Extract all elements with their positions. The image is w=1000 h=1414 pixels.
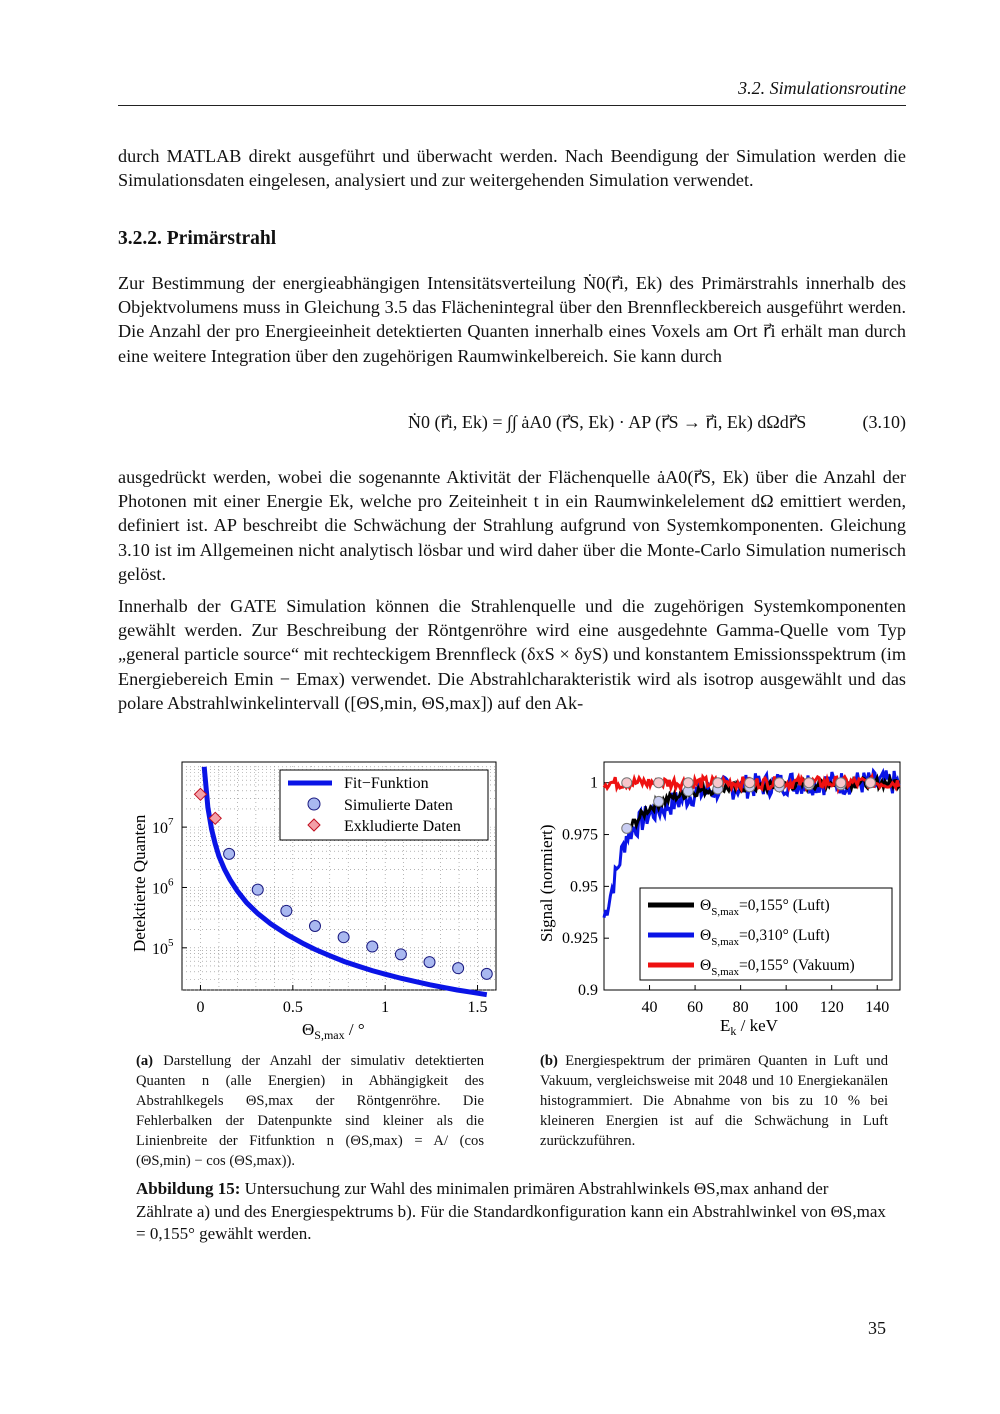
legend-b	[640, 888, 892, 980]
header-rule	[118, 105, 906, 106]
simulated-point	[252, 884, 263, 895]
y-tick-label-b: 0.925	[562, 930, 598, 948]
spectrum-point	[865, 778, 875, 788]
x-axis-label-b: $E_k$ / keV	[720, 1016, 778, 1038]
caption-b: (b) Energiespektrum der primären Quanten in Luft und Vakuum, vergleichsweise mit 2048 und 10 Energiekanälen histogrammiert. Die Abnahme von bis zu 10 % bei kleineren Energien ist auf die Schwächung in Luft zurückzuführen.	[540, 1053, 888, 1149]
running-header: 3.2. Simulationsroutine	[738, 78, 906, 98]
paragraph-intro: durch MATLAB direkt ausgeführt und überwacht werden. Nach Beendigung der Simulation werden die Simulationsdaten eingelesen, analysiert und zur weitergehenden Simulation verwendet.	[118, 146, 906, 191]
simulated-point	[395, 949, 406, 960]
simulated-point	[309, 920, 320, 931]
simulated-point	[224, 848, 235, 859]
y-tick-label-a: $10^6$	[152, 876, 174, 898]
paragraph-3: Innerhalb der GATE Simulation können die Strahlenquelle und die zugehörigen Systemkomponenten gewählt werden. Zur Beschreibung der Röntgenröhre wird eine ausgedehnte Gamma-Quelle vom Typ „general particle source“ mit rechteckigem Brennfleck (δxS × δyS) und konstantem Emissionsspektrum (im Energiebereich Emin − Emax) verwendet. Die Abstrahlcharakteristik wird als isotrop ausgewählt und das polare Abstrahlwinkelintervall ([ΘS,min, ΘS,max]) auf den Ak-	[118, 596, 906, 713]
x-tick-label-a: 1.5	[467, 999, 488, 1016]
legend-simulated-label: Simulierte Daten	[344, 797, 453, 814]
simulated-point	[424, 957, 435, 968]
simulated-point	[481, 968, 492, 979]
spectrum-point	[683, 778, 693, 788]
simulated-point	[453, 963, 464, 974]
page-number: 35	[868, 1318, 886, 1338]
spectrum-point	[622, 823, 632, 833]
simulated-point	[367, 941, 378, 952]
y-axis-label-a: Detektierte Quanten	[130, 814, 149, 952]
x-tick-label-b: 80	[732, 999, 749, 1016]
y-tick-label-a: $10^5$	[152, 936, 174, 958]
x-tick-label-b: 40	[641, 999, 658, 1016]
legend-vakuum-label: $\Theta_{S,max}=0,155^\circ$ (Vakuum)	[700, 957, 855, 978]
x-tick-label-b: 120	[819, 999, 844, 1016]
y-tick-label-b: 1	[590, 774, 598, 792]
spectrum-point	[745, 778, 755, 788]
paragraph-2: ausgedrückt werden, wobei die sogenannte Aktivität der Flächenquelle ȧA0(r⃗S, Ek) über die Anzahl der Photonen mit einer Energie Ek, welche pro Zeiteinheit t in ein Raumwinkelelement dΩ emittiert werden, definiert ist. AP beschreibt die Schwächung der Strahlung aufgrund von Systemkomponenten. Gleichung 3.10 ist im Allgemeinen nicht analytisch lösbar und wird daher über die Monte-Carlo Simulation numerisch gelöst.	[118, 467, 906, 584]
spectrum-point	[804, 778, 814, 788]
x-tick-label-b: 60	[687, 999, 704, 1016]
x-tick-label-a: 0	[196, 999, 205, 1016]
equation-number: (3.10)	[862, 412, 906, 432]
y-axis-label-b: Signal (normiert)	[537, 824, 556, 942]
section-heading: 3.2.2. Primärstrahl	[118, 228, 277, 249]
y-tick-label-a: $10^7$	[152, 816, 174, 838]
spectrum-point	[713, 778, 723, 788]
equation-body: Ṅ0 (r⃗i, Ek) = ∫∫ ȧA0 (r⃗S, Ek) · AP (r⃗S → r⃗i, Ek) dΩdr⃗S	[408, 412, 807, 432]
figure-a-chart	[120, 752, 510, 1048]
x-tick-label-b: 140	[865, 999, 890, 1016]
paragraph-1: Zur Bestimmung der energieabhängigen Intensitätsverteilung Ṅ0(r⃗i, Ek) des Primärstrahls innerhalb des Objektvolumens muss in Gleichung 3.5 das Flächenintegral über den Brennfleckbereich ausgeführt werden. Die Anzahl der pro Energieeinheit detektierten Quanten innerhalb eines Voxels am Ort r⃗i erhält man durch eine weitere Integration über den zugehörigen Raumwinkelbereich. Sie kann durch	[118, 273, 906, 366]
spectrum-point	[622, 778, 632, 788]
legend-luft155-label: $\Theta_{S,max}=0,155^\circ$ (Luft)	[700, 897, 830, 918]
legend-excluded-label: Exkludierte Daten	[344, 818, 461, 835]
x-axis-label-a: $\Theta_{S,max}$ / °	[302, 1020, 365, 1042]
legend-a	[280, 770, 488, 840]
x-tick-label-a: 0.5	[282, 999, 303, 1016]
spectrum-point	[654, 796, 664, 806]
caption-a: (a) Darstellung der Anzahl der simulativ detektierten Quanten n (alle Energien) in Abhängigkeit des Abstrahlkegels ΘS,max der Röntgenröhre. Die Fehlerbalken der Datenpunkte sind kleiner als die Linienbreite der Fitfunktion n (ΘS,max) = A/ (cos (ΘS,min) − cos (ΘS,max)).	[136, 1053, 484, 1169]
equation-3-10	[118, 412, 906, 442]
y-tick-label-b: 0.975	[562, 826, 598, 844]
spectrum-point	[836, 778, 846, 788]
spectrum-point	[774, 778, 784, 788]
simulated-point	[281, 905, 292, 916]
simulated-point	[338, 932, 349, 943]
x-tick-label-b: 100	[774, 999, 799, 1016]
figure-b-chart	[528, 752, 908, 1042]
legend-fit-label: Fit−Funktion	[344, 775, 429, 792]
legend-luft310-label: $\Theta_{S,max}=0,310^\circ$ (Luft)	[700, 927, 830, 948]
y-tick-label-b: 0.95	[570, 878, 598, 896]
figure-caption: Abbildung 15: Untersuchung zur Wahl des minimalen primären Abstrahlwinkels ΘS,max anhand der Zählrate a) und des Energiespektrums b). Für die Standardkonfiguration kann ein Abstrahlwinkel von ΘS,max = 0,155° gewählt werden.	[136, 1179, 886, 1243]
y-tick-label-b: 0.9	[578, 982, 598, 999]
spectrum-point	[654, 778, 664, 788]
x-tick-label-a: 1	[381, 999, 390, 1016]
legend-simulated-swatch	[308, 798, 320, 810]
